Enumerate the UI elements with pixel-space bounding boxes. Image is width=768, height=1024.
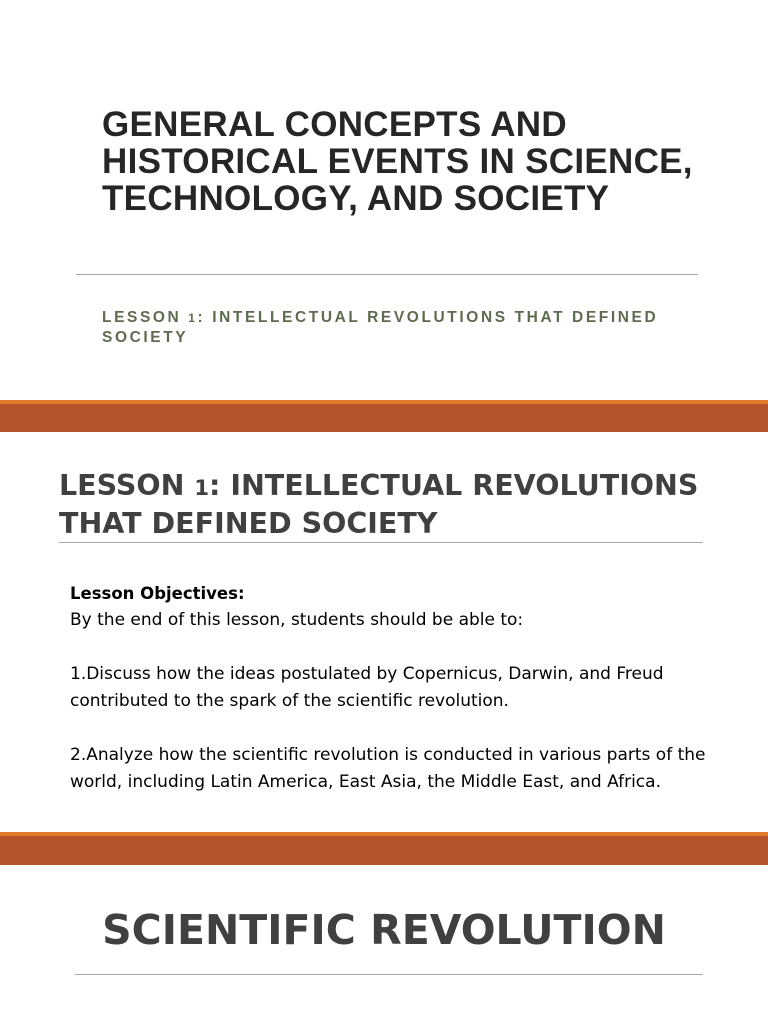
subtitle-suffix: : INTELLECTUAL REVOLUTIONS THAT DEFINED SOCIETY [102, 309, 659, 346]
slide-2 [0, 432, 768, 832]
objective-item: 2.Analyze how the scientific revolution is conducted in various parts of the world, including Latin America, East Asia, the Middle East, and Africa. [70, 745, 706, 792]
slide-separator-band [0, 832, 768, 865]
paragraph-gap [70, 634, 730, 661]
slide-3 [0, 865, 768, 1024]
slide-1-title: GENERAL CONCEPTS AND HISTORICAL EVENTS IN SCIENCE, TECHNOLOGY, AND SOCIETY [102, 105, 693, 218]
slide-3-title: SCIENTIFIC REVOLUTION [102, 906, 666, 954]
slide-separator-band [0, 400, 768, 432]
subtitle-number: 1 [188, 311, 198, 325]
title-prefix: LESSON [59, 469, 195, 502]
paragraph-gap [70, 715, 730, 742]
objectives-heading: Lesson Objectives: [70, 584, 245, 603]
slide-1 [0, 0, 768, 400]
separator-stripe [0, 400, 768, 404]
slide-2-title [59, 468, 739, 541]
title-number: 1 [194, 476, 210, 500]
title-suffix: : INTELLECTUAL REVOLUTIONS THAT DEFINED SOCIETY [59, 469, 699, 540]
slide-2-body [70, 580, 730, 796]
separator-stripe [0, 832, 768, 836]
objective-item: 1.Discuss how the ideas postulated by Copernicus, Darwin, and Freud contributed to the spark of the scientific revolution. [70, 664, 664, 711]
slide-3-divider [75, 974, 703, 975]
subtitle-prefix: LESSON [102, 309, 189, 326]
objectives-intro: By the end of this lesson, students should be able to: [70, 610, 524, 630]
slide-2-divider [59, 542, 703, 543]
slide-1-divider [76, 274, 698, 275]
slide-1-subtitle [102, 308, 702, 348]
